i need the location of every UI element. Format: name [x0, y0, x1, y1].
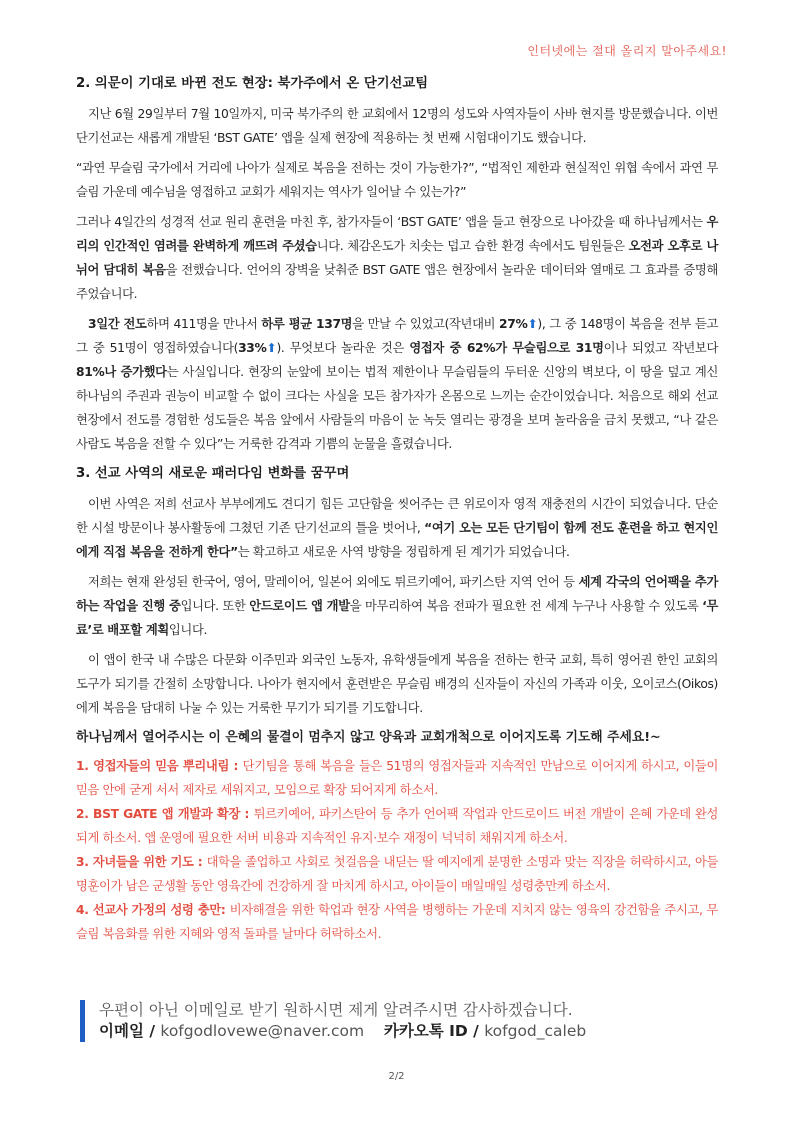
section-2-paragraph-3	[76, 210, 718, 306]
text-run: 입니다. 또한	[180, 599, 250, 613]
emphasis: 세계 각국의 언어팩을 추가하는 작업을 진행 중	[76, 575, 718, 613]
prayer-list	[76, 754, 718, 946]
section-2-paragraph-4	[76, 312, 718, 456]
confidential-note: 인터넷에는 절대 올리지 말아주세요!	[527, 44, 727, 58]
text-run: 입니다.	[168, 623, 208, 637]
contact-box	[80, 1000, 586, 1042]
text-run: 이나 되었고 작년보다	[603, 341, 718, 355]
kakao-label: 카카오톡 ID	[383, 1022, 468, 1040]
section-2-paragraph-1: 지난 6월 29일부터 7월 10일까지, 미국 북가주의 한 교회에서 12명의 성도와 사역자들이 사바 현지를 방문했습니다. 이번 단기선교는 새롭게 개발된 ‘BST GATE’ 앱을 실제 현장에 적용하는 첫 번째 시험대이기도 했습니다.	[76, 107, 718, 145]
page-number: 2/2	[388, 1071, 405, 1082]
emphasis: 81%나 증가했다	[76, 365, 167, 379]
section-3-paragraph-2	[76, 570, 718, 642]
prayer-item	[76, 898, 718, 946]
prayer-text: 튀르키예어, 파키스탄어 등 추가 언어팩 작업과 안드로이드 버전 개발이 은혜 가운데 완성되게 하소서. 앱 운영에 필요한 서버 비용과 지속적인 유지·보수 재정이 넉넉히 채워지게 하소서.	[76, 807, 718, 845]
prayer-item	[76, 802, 718, 850]
separator: /	[143, 1022, 161, 1040]
prayer-title: 2. BST GATE 앱 개발과 확장 :	[76, 807, 254, 821]
section-3-paragraph-3: 이 앱이 한국 내 수많은 다문화 이주민과 외국인 노동자, 유학생들에게 복음을 전하는 한국 교회, 특히 영어권 한인 교회의 도구가 되기를 간절히 소망합니다. 나아가 현지에서 훈련받은 무슬림 배경의 신자들이 자신의 가족과 이웃, 오이코스(Oikos)에게 복음을 담대히 나눌 수 있는 거룩한 무기가 되기를 기도합니다.	[76, 653, 718, 715]
emphasis: 33%	[238, 341, 267, 355]
prayer-text: 비자해결을 위한 학업과 현장 사역을 병행하는 가운데 지치지 않는 영육의 강건함을 주시고, 무슬림 복음화를 위한 지혜와 영적 돌파를 날마다 허락하소서.	[76, 903, 718, 941]
text-run: 을 전했습니다. 언어의 장벽을 낮춰준 BST GATE 앱은 현장에서 놀라운 데이터와 열매로 그 효과를 증명해 주었습니다.	[76, 263, 718, 301]
prayer-request-callout: 하나님께서 열어주시는 이 은혜의 물결이 멈추지 않고 양육과 교회개척으로 이어지도록 기도해 주세요!~	[76, 730, 661, 745]
contact-details	[99, 1021, 586, 1042]
emphasis: ‘무료’로 배포할 계획	[76, 599, 719, 637]
emphasis: 영접자 중 62%가 무슬림으로 31명	[409, 341, 604, 355]
emphasis: 오전과 오후로 나뉘어 담대히 복음	[76, 239, 718, 277]
prayer-title: 4. 선교사 가정의 성령 충만:	[76, 903, 230, 917]
emphasis: 3일간 전도	[88, 317, 147, 331]
emphasis: 우리의 인간적인 염려를 완벽하게 깨뜨려 주셨습	[76, 215, 718, 253]
text-run: 는 확고하고 새로운 사역 방향을 정립하게 된 계기가 되었습니다.	[237, 545, 570, 559]
text-run: 하며 411명을 만나서	[146, 317, 262, 331]
emphasis: 하루 평균 137명	[261, 317, 353, 331]
up-arrow-icon: ⬆	[266, 341, 277, 355]
prayer-item	[76, 754, 718, 802]
letter-body	[76, 72, 718, 946]
text-run: 저희는 현재 완성된 한국어, 영어, 말레이어, 일본어 외에도 튀르키예어, 파키스탄 지역 언어 등	[88, 575, 579, 589]
kakao-id: kofgod_caleb	[484, 1022, 587, 1040]
section-2-paragraph-2: “과연 무슬림 국가에서 거리에 나아가 실제로 복음을 전하는 것이 가능한가?”, “법적인 제한과 현실적인 위협 속에서 과연 무슬림 가운데 예수님을 영접하고 교회가 세워지는 역사가 일어날 수 있는가?”	[76, 161, 718, 199]
section-3-paragraph-1	[76, 492, 718, 564]
prayer-title: 3. 자녀들을 위한 기도 :	[76, 855, 207, 869]
prayer-title: 1. 영접자들의 믿음 뿌리내림 :	[76, 759, 243, 773]
text-run: 을 만날 수 있었고(작년대비	[352, 317, 500, 331]
text-run: 는 사실입니다. 현장의 눈앞에 보이는 법적 제한이나 무슬림들의 두터운 신앙의 벽보다, 이 땅을 덮고 계신 하나님의 주권과 권능이 비교할 수 없이 크다는 사실을 모든 참가자가 온몸으로 느끼는 순간이었습니다. 처음으로 해외 선교 현장에서 전도를 경험한 성도들은 복음 앞에서 사람들의 마음이 눈 녹듯 열리는 광경을 보며 놀라움을 금치 못했고, “나 같은 사람도 복음을 전할 수 있다”는 거룩한 감격과 기쁨의 눈물을 흘렸습니다.	[76, 365, 718, 451]
text-run: 을 마무리하여 복음 전파가 필요한 전 세계 누구나 사용할 수 있도록	[349, 599, 703, 613]
separator: /	[467, 1022, 485, 1040]
text-run: 니다. 체감온도가 치솟는 덥고 습한 환경 속에서도 팀원들은	[316, 239, 629, 253]
emphasis: 안드로이드 앱 개발	[249, 599, 350, 613]
text-run: ), 그 중 148명이 복음을 전부 듣고 그 중 51명이 영접하였습니다(	[76, 317, 719, 355]
text-run: 그러나 4일간의 성경적 선교 원리 훈련을 마친 후, 참가자들이 ‘BST GATE’ 앱을 들고 현장으로 나아갔을 때 하나님께서는	[76, 215, 707, 229]
prayer-item	[76, 850, 718, 898]
emphasis: 27%	[499, 317, 528, 331]
emphasis: “여기 오는 모든 단기팀이 함께 전도 훈련을 하고 현지인에게 직접 복음을 전하게 한다”	[76, 521, 718, 559]
up-arrow-icon: ⬆	[527, 317, 538, 331]
text-run: ). 무엇보다 놀라운 것은	[276, 341, 410, 355]
section-3-heading: 3. 선교 사역의 새로운 패러다임 변화를 꿈꾸며	[76, 466, 350, 481]
prayer-text: 단기팀을 통해 복음을 들은 51명의 영접자들과 지속적인 만남으로 이어지게 하시고, 이들이 믿음 안에 굳게 서서 제자로 세워지고, 모임으로 확장 되어지게 하소서.	[76, 759, 718, 797]
contact-note: 우편이 아닌 이메일로 받기 원하시면 제게 알려주시면 감사하겠습니다.	[99, 1001, 573, 1019]
text-run: 이번 사역은 저희 선교사 부부에게도 견디기 힘든 고단함을 씻어주는 큰 위로이자 영적 재충전의 시간이 되었습니다. 단순한 시설 방문이나 봉사활동에 그쳤던 기존 단기선교의 틀을 벗어나,	[76, 497, 718, 535]
email-address[interactable]: kofgodlovewe@naver.com	[160, 1022, 365, 1040]
section-2-heading: 2. 의문이 기대로 바뀐 전도 현장: 북가주에서 온 단기선교팀	[76, 76, 429, 91]
prayer-text: 대학을 졸업하고 사회로 첫걸음을 내딛는 딸 예지에게 분명한 소명과 맞는 직장을 허락하시고, 아들 명훈이가 남은 군생활 동안 영육간에 건강하게 잘 마치게 하시고, 아이들이 매일매일 성령충만케 하소서.	[76, 855, 719, 893]
email-label: 이메일	[99, 1022, 144, 1040]
